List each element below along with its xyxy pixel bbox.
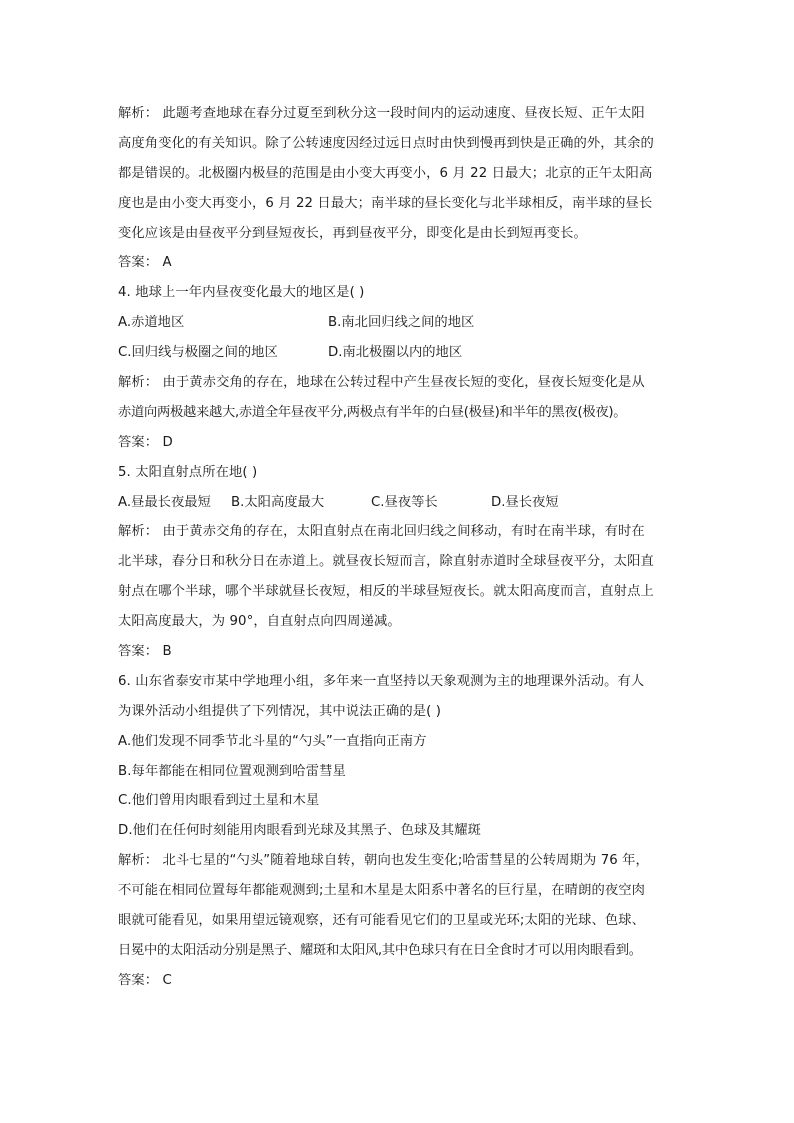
q4-analysis (118, 368, 698, 428)
q5-options-row (118, 488, 698, 518)
q4-option-d: D.南北极圈以内的地区 (328, 345, 463, 361)
q4-stem: 4. 地球上一年内昼夜变化最大的地区是( ) (118, 285, 365, 301)
q6-stem (118, 667, 698, 727)
q6-option-a: A.他们发现不同季节北斗星的“勺头”一直指向正南方 (118, 733, 427, 749)
q6-analysis-line-1: 解析： 北斗七星的“勺头”随着地球自转，朝向也发生变化;哈雷彗星的公转周期为 76 年， (118, 853, 649, 869)
q5-analysis-line-2: 北半球，春分日和秋分日在赤道上。就昼夜长短而言，除直射赤道时全球昼夜平分，太阳直 (118, 554, 654, 570)
q3-analysis-line-3: 都是错误的。北极圈内极昼的范围是由小变大再变小，6 月 22 日最大；北京的正午太阳高 (118, 165, 653, 181)
q6-option-c: C.他们曾用肉眼看到过土星和木星 (118, 793, 320, 809)
q6-stem-line-1: 6. 山东省泰安市某中学地理小组，多年来一直坚持以天象观测为主的地理课外活动。有人 (118, 673, 645, 689)
q4-option-c: C.回归线与极圈之间的地区 (118, 345, 278, 361)
q4-option-a: A.赤道地区 (118, 315, 185, 331)
q3-analysis-line-1: 解析： 此题考查地球在春分过夏至到秋分这一段时间内的运动速度、昼夜长短、正午太阳 (118, 106, 645, 121)
q5-answer: 答案： B (118, 644, 172, 660)
q3-analysis (118, 99, 698, 248)
q6-stem-line-2: 为课外活动小组提供了下列情况，其中说法正确的是( ) (118, 703, 442, 719)
q5-stem: 5. 太阳直射点所在地( ) (118, 464, 258, 480)
q3-analysis-line-2: 高度角变化的有关知识。除了公转速度因经过远日点时由快到慢再到快是正确的外，其余的 (118, 135, 654, 151)
q5-option-b: B.太阳高度最大 (231, 494, 325, 510)
q5-option-c: C.昼夜等长 (371, 494, 438, 510)
q5-analysis (118, 517, 698, 637)
q5-analysis-line-3: 射点在哪个半球，哪个半球就昼长夜短，相反的半球昼短夜长。就太阳高度而言，直射点上 (118, 584, 654, 600)
q3-answer: 答案： A (118, 255, 172, 271)
q6-analysis-line-3: 眼就可能看见，如果用望远镜观察，还有可能看见它们的卫星或光环;太阳的光球、色球、 (118, 913, 646, 929)
q6-option-d: D.他们在任何时刻能用肉眼看到光球及其黑子、色球及其耀斑 (118, 823, 481, 839)
q4-analysis-line-1: 解析： 由于黄赤交角的存在，地球在公转过程中产生昼夜长短的变化，昼夜长短变化是从 (118, 375, 645, 391)
q5-option-a: A.昼最长夜最短 (118, 494, 211, 510)
q6-analysis (118, 846, 698, 966)
q5-analysis-line-1: 解析： 由于黄赤交角的存在，太阳直射点在南北回归线之间移动，有时在南半球，有时在 (118, 524, 645, 540)
document-content (118, 99, 698, 996)
q4-options-row-2 (118, 338, 698, 368)
q3-analysis-line-4: 度也是由小变大再变小，6 月 22 日最大；南半球的昼长变化与北半球相反，南半球的昼长 (118, 195, 653, 211)
q6-analysis-line-4: 日冕中的太阳活动分别是黑子、耀斑和太阳风,其中色球只有在日全食时才可以用肉眼看到。 (118, 942, 642, 958)
q6-option-b: B.每年都能在相同位置观测到哈雷彗星 (118, 763, 346, 779)
q5-analysis-line-4: 太阳高度最大，为 90°，自直射点向四周递减。 (118, 614, 401, 630)
q5-option-d: D.昼长夜短 (491, 494, 559, 510)
q6-answer: 答案： C (118, 972, 172, 988)
q4-option-b: B.南北回归线之间的地区 (328, 315, 475, 331)
q4-answer: 答案： D (118, 434, 173, 450)
q3-analysis-line-5: 变化应该是由昼夜平分到昼短夜长，再到昼夜平分，即变化是由长到短再变长。 (118, 225, 587, 241)
q4-options-row-1 (118, 308, 698, 338)
q4-analysis-line-2: 赤道向两极越来越大,赤道全年昼夜平分,两极点有半年的白昼(极昼)和半年的黑夜(极夜)。 (118, 404, 627, 420)
q6-analysis-line-2: 不可能在相同位置每年都能观测到;土星和木星是太阳系中著名的巨行星，在晴朗的夜空肉 (118, 883, 646, 899)
